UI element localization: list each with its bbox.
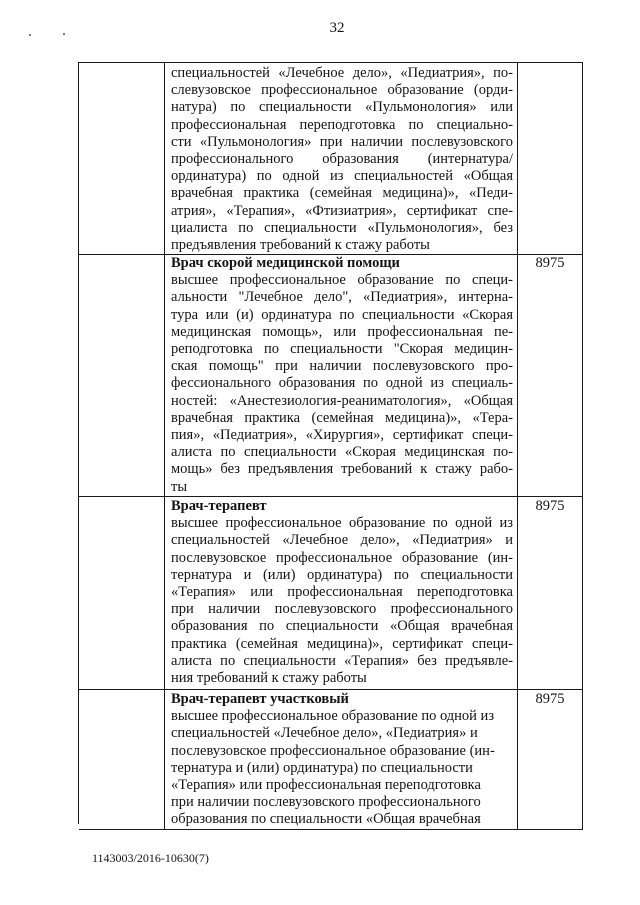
requirement-line: тернатура и (или) ординатура) по специальности — [171, 566, 513, 583]
number-cell — [79, 63, 165, 255]
requirement-line: специальностей «Лечебное дело», «Педиатрия», по- — [171, 65, 513, 81]
requirement-line: профессионального образования (интернатура/ — [171, 151, 513, 168]
position-cell — [165, 254, 518, 497]
requirement-line: ты — [171, 478, 188, 495]
requirement-line: атрия», «Терапия», «Фтизиатрия», сертификат спе- — [171, 202, 513, 219]
requirement-line: профессиональная переподготовка по специально- — [171, 116, 513, 133]
scan-mark — [29, 34, 31, 36]
requirement-line: при наличии послевузовского профессионального — [171, 601, 513, 618]
requirement-line: тернатура и (или) ординатура) по специальности — [171, 759, 473, 776]
rate-cell — [518, 690, 583, 830]
number-cell — [79, 254, 165, 497]
requirement-line: сти «Пульмонология» при наличии послевузовского — [171, 133, 513, 150]
requirement-line: пия», «Педиатрия», «Хирургия», сертификат специ- — [171, 427, 513, 444]
requirements-text — [171, 708, 513, 828]
requirement-line: фессионального образования по одной из специаль- — [171, 375, 513, 392]
requirement-line: альности "Лечебное дело", «Педиатрия», интерна- — [171, 289, 513, 306]
requirement-line: слевузовское профессиональное образование (орди- — [171, 82, 513, 99]
requirement-line: реподготовка по специальности "Скорая медицин- — [171, 341, 513, 358]
table-row — [79, 254, 583, 497]
requirement-line: предъявления требований к стажу работы — [171, 237, 430, 254]
requirements-text — [171, 272, 513, 496]
requirement-line: специальностей «Лечебное дело», «Педиатрия» и — [171, 725, 478, 742]
requirement-line: тура или (и) ординатура по специальности «Скорая — [171, 306, 513, 323]
requirement-line: медицинская помощь», или профессиональная пе- — [171, 323, 513, 340]
position-title: Врач скорой медицинской помощи — [171, 255, 400, 271]
document-code: 1143003/2016-10630(7) — [92, 851, 209, 865]
requirement-line: ординатура) по одной из специальностей «Общая — [171, 168, 513, 185]
requirement-line: алиста по специальности «Скорая медицинская по- — [171, 444, 513, 461]
requirement-line: при наличии послевузовского профессионального — [171, 794, 481, 811]
rate-cell — [518, 497, 583, 690]
position-title: Врач-терапевт — [171, 498, 267, 514]
requirement-line: послевузовское профессиональное образование (ин- — [171, 549, 513, 566]
requirement-line: натура) по специальности «Пульмонология» или — [171, 99, 513, 116]
requirements-text — [171, 65, 513, 254]
table-row — [79, 63, 583, 254]
position-cell — [165, 63, 518, 255]
requirement-line: специальностей «Лечебное дело», «Педиатрия» и — [171, 532, 513, 549]
requirement-line: образования по специальности «Общая врачебная — [171, 618, 513, 635]
requirements-text — [171, 515, 513, 687]
requirement-line: практика (семейная медицина)», сертификат специ- — [171, 635, 513, 652]
requirement-line: врачебная практика (семейная медицина)», «Тера- — [171, 409, 513, 426]
requirement-line: «Терапия» или профессиональная переподготовка — [171, 777, 481, 794]
requirement-line: мощь» без предъявления требований к стажу рабо- — [171, 461, 513, 478]
rate-value: 8975 — [535, 691, 565, 707]
position-cell — [165, 690, 518, 830]
requirement-line: высшее профессиональное образование по одной из — [171, 708, 495, 725]
requirement-line: циалиста по специальности «Пульмонология», без — [171, 219, 513, 236]
positions-table — [78, 62, 583, 828]
rate-value: 8975 — [535, 255, 565, 271]
rate-cell — [518, 63, 583, 255]
requirement-line: врачебная практика (семейная медицина)», «Педи- — [171, 185, 513, 202]
requirement-line: ская помощь" при наличии послевузовского про- — [171, 358, 513, 375]
rate-value: 8975 — [535, 498, 565, 514]
rate-cell — [518, 254, 583, 497]
requirement-line: образования по специальности «Общая врачебная — [171, 811, 481, 828]
number-cell — [79, 497, 165, 690]
requirement-line: ния требований к стажу работы — [171, 670, 367, 687]
requirement-line: ностей: «Анестезиология-реаниматология», «Общая — [171, 392, 513, 409]
requirement-line: высшее профессиональное образование по специ- — [171, 272, 513, 289]
scan-mark — [63, 33, 65, 35]
position-title: Врач-терапевт участковый — [171, 691, 349, 707]
table-row — [79, 497, 583, 690]
requirement-line: «Терапия» или профессиональная переподготовка — [171, 584, 513, 601]
table-row — [79, 690, 583, 828]
page-number: 32 — [329, 20, 345, 36]
requirement-line: послевузовское профессиональное образование (ин- — [171, 742, 495, 759]
requirement-line: высшее профессиональное образование по одной из — [171, 515, 513, 532]
number-cell — [79, 690, 165, 830]
position-cell — [165, 497, 518, 690]
requirement-line: алиста по специальности «Терапия» без предъявле- — [171, 652, 513, 669]
